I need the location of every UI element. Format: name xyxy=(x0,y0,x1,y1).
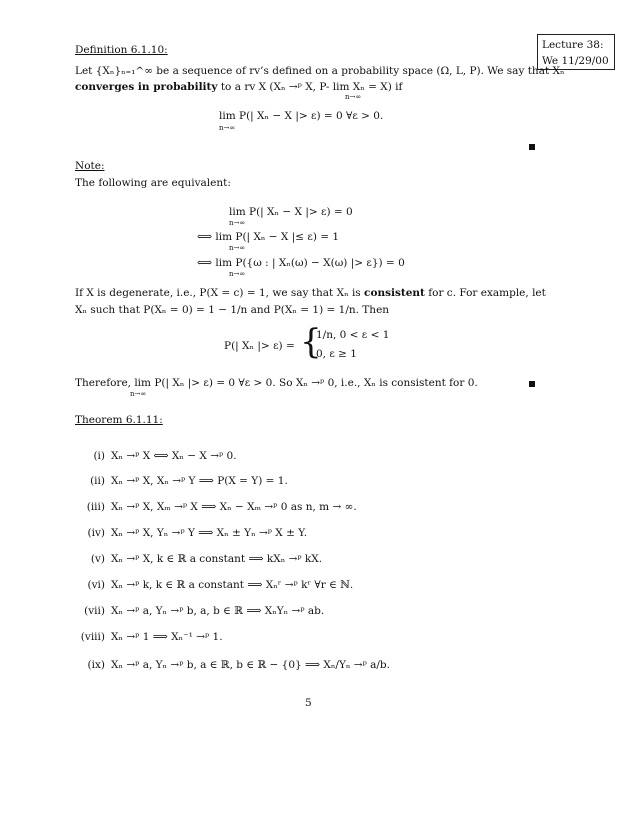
theorem-item xyxy=(75,605,324,617)
qed-mark xyxy=(529,144,535,150)
note-eq2-subscript: n→∞ xyxy=(229,244,246,252)
degenerate-text-a: If X is degenerate, i.e., P(X = c) = 1, we say that Xₙ is xyxy=(75,287,365,299)
degenerate-line-2: Xₙ such that P(Xₙ = 0) = 1 − 1/n and P(Xₙ = 1) = 1/n. Then xyxy=(75,304,390,316)
theorem-item xyxy=(75,659,390,671)
theorem-item-text: Xₙ →ᵖ X, Yₙ →ᵖ Y ⟹ Xₙ ± Yₙ →ᵖ X ± Y. xyxy=(111,527,308,539)
lecture-number: Lecture 38: xyxy=(542,39,604,51)
theorem-item-label: (iv) xyxy=(87,527,105,539)
definition-term: converges in probability xyxy=(75,81,218,93)
theorem-item-text: Xₙ →ᵖ X, Xₙ →ᵖ Y ⟹ P(X = Y) = 1. xyxy=(111,475,288,487)
theorem-item-label: (ix) xyxy=(87,659,105,671)
theorem-item xyxy=(75,631,223,643)
definition-line-2 xyxy=(75,80,402,94)
note-intro: The following are equivalent: xyxy=(75,177,231,189)
therefore-subscript: n→∞ xyxy=(130,390,147,398)
note-equation-2: ⟺ lim P(| Xₙ − X |≤ ε) = 1 xyxy=(197,231,340,243)
consistent-term: consistent xyxy=(364,287,425,299)
theorem-item-label: (viii) xyxy=(80,631,105,643)
theorem-heading: Theorem 6.1.11: xyxy=(75,414,163,426)
definition-formula-subscript: n→∞ xyxy=(219,124,236,132)
note-eq1-subscript: n→∞ xyxy=(229,219,246,227)
note-heading: Note: xyxy=(75,160,105,172)
piecewise-lhs: P(| Xₙ |> ε) = xyxy=(224,340,295,352)
degenerate-line-1 xyxy=(75,286,546,300)
degenerate-text-b: for c. For example, let xyxy=(424,287,546,299)
theorem-item-text: Xₙ →ᵖ X, Xₘ →ᵖ X ⟹ Xₙ − Xₘ →ᵖ 0 as n, m → ∞. xyxy=(111,501,357,513)
definition-heading: Definition 6.1.10: xyxy=(75,44,168,56)
piecewise-case-1: 1/n, 0 < ε < 1 xyxy=(316,329,390,341)
theorem-item xyxy=(75,501,357,513)
theorem-item-text: Xₙ →ᵖ X ⟺ Xₙ − X →ᵖ 0. xyxy=(111,450,237,462)
theorem-item-text: Xₙ →ᵖ a, Yₙ →ᵖ b, a, b ∈ ℝ ⟹ XₙYₙ →ᵖ ab. xyxy=(111,605,325,617)
theorem-item-label: (vi) xyxy=(87,579,105,591)
piecewise-case-2: 0, ε ≥ 1 xyxy=(316,348,357,360)
note-equation-1: lim P(| Xₙ − X |> ε) = 0 xyxy=(229,206,353,218)
theorem-item xyxy=(75,527,307,539)
theorem-item-label: (ii) xyxy=(90,475,105,487)
theorem-item-label: (i) xyxy=(93,450,105,462)
lecture-date: We 11/29/00 xyxy=(542,55,609,67)
definition-formula: lim P(| Xₙ − X |> ε) = 0 ∀ε > 0. xyxy=(219,110,384,122)
qed-mark xyxy=(529,381,535,387)
theorem-item-text: Xₙ →ᵖ 1 ⟹ Xₙ⁻¹ →ᵖ 1. xyxy=(111,631,223,643)
page-number: 5 xyxy=(305,697,312,709)
therefore-line: Therefore, lim P(| Xₙ |> ε) = 0 ∀ε > 0. So Xₙ →ᵖ 0, i.e., Xₙ is consistent for 0. xyxy=(75,377,478,389)
theorem-item-text: Xₙ →ᵖ k, k ∈ ℝ a constant ⟹ Xₙʳ →ᵖ kʳ ∀r ∈ ℕ. xyxy=(111,579,354,591)
theorem-item-label: (vii) xyxy=(84,605,105,617)
definition-line-1: Let {Xₙ}ₙ₌₁^∞ be a sequence of rv’s defined on a probability space (Ω, L, P). We say that Xₙ xyxy=(75,65,565,77)
note-equation-3: ⟺ lim P({ω : | Xₙ(ω) − X(ω) |> ε}) = 0 xyxy=(197,257,405,269)
theorem-item-text: Xₙ →ᵖ a, Yₙ →ᵖ b, a ∈ ℝ, b ∈ ℝ − {0} ⟹ Xₙ/Yₙ →ᵖ a/b. xyxy=(111,659,390,671)
note-eq3-subscript: n→∞ xyxy=(229,270,246,278)
theorem-item xyxy=(75,450,237,462)
theorem-item-text: Xₙ →ᵖ X, k ∈ ℝ a constant ⟹ kXₙ →ᵖ kX. xyxy=(111,553,323,565)
definition-limit-subscript: n→∞ xyxy=(345,93,362,101)
theorem-item-label: (iii) xyxy=(86,501,105,513)
definition-line-2-rest: to a rv X (Xₙ →ᵖ X, P- lim Xₙ = X) if xyxy=(217,81,403,93)
theorem-item-label: (v) xyxy=(90,553,105,565)
theorem-item xyxy=(75,475,288,487)
theorem-item xyxy=(75,579,353,591)
piecewise-brace: { xyxy=(300,322,322,362)
theorem-item xyxy=(75,553,322,565)
